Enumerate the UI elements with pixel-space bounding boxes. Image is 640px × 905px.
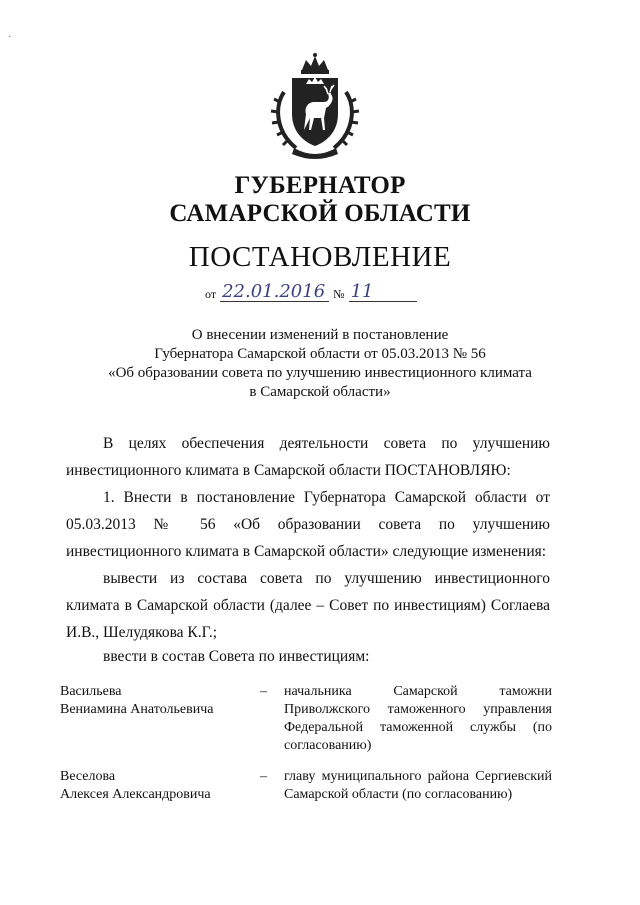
member-given-names: Вениамина Анатольевича [60, 702, 214, 717]
removal-paragraph: вывести из состава совета по улучшению инвестиционного климата в Самарской области (далее – Совет по инвестициям) Соглаева И.В., Шелудякова К.Г.; [66, 570, 550, 641]
date-prefix: от [205, 287, 217, 301]
handwritten-date: 22.01.2016 [220, 283, 329, 302]
subject-line: «Об образовании совета по улучшению инвестиционного климата [108, 365, 532, 381]
subject-line: О внесении изменений в постановление [191, 327, 449, 343]
member-dash: – [260, 684, 267, 699]
issuer-title-line2: САМАРСКОЙ ОБЛАСТИ [169, 200, 471, 227]
samara-coat-of-arms-icon [268, 52, 362, 162]
document-type: ПОСТАНОВЛЕНИЕ [188, 241, 452, 273]
subject-line: Губернатора Самарской области от 05.03.2013 № 56 [154, 346, 486, 362]
member-surname: Веселова [60, 769, 116, 784]
member-dash: – [260, 769, 267, 784]
member-name [60, 768, 250, 804]
member-name [60, 683, 250, 719]
preamble-paragraph: В целях обеспечения деятельности совета по улучшению инвестиционного климата в Самарской области ПОСТАНОВЛЯЮ: [66, 435, 550, 479]
handwritten-number: 11 [349, 283, 417, 302]
date-number-line [205, 283, 417, 302]
scan-mark: · [8, 32, 12, 43]
member-given-names: Алексея Александровича [60, 787, 211, 802]
member-surname: Васильева [60, 684, 122, 699]
number-prefix: № [333, 287, 345, 301]
subject-line: в Самарской области» [249, 384, 391, 400]
document-subject [0, 326, 640, 402]
item-1-paragraph: 1. Внести в постановление Губернатора Самарской области от 05.03.2013 № 56 «Об образовании совета по улучшению инвестиционного климата в Самарской области» следующие изменения: [66, 489, 550, 560]
member-position: начальника Самарской таможни Приволжского таможенного управления Федеральной таможенной службы (по согласованию) [284, 684, 552, 753]
member-position: главу муниципального района Сергиевский Самарской области (по согласованию) [284, 769, 552, 802]
addition-paragraph: ввести в состав Совета по инвестициям: [103, 648, 370, 665]
issuer-title-line1: ГУБЕРНАТОР [234, 172, 406, 199]
